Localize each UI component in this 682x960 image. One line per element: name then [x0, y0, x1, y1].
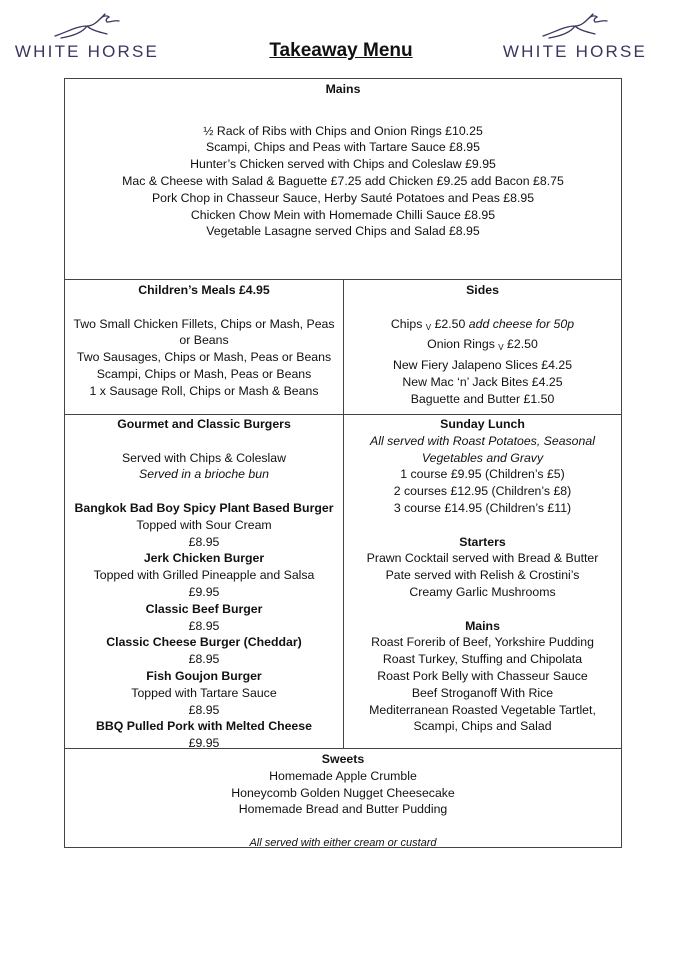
sweets-item: Honeycomb Golden Nugget Cheesecake [231, 785, 455, 800]
burgers-section [65, 415, 344, 749]
burger-name: Classic Cheese Burger (Cheddar) [106, 635, 302, 650]
childrens-item: Scampi, Chips or Mash, Peas or Beans [96, 366, 312, 381]
mains-section [65, 79, 621, 280]
childrens-item: Two Small Chicken Fillets, Chips or Mash, Peas or Beans [73, 316, 335, 348]
starter-item: Prawn Cocktail served with Bread & Butter [366, 551, 599, 566]
sides-heading: Sides [466, 283, 499, 297]
sides-item: Baguette and Butter £1.50 [410, 391, 555, 406]
mains-item: Mac & Cheese with Salad & Baguette £7.25 add Chicken £9.25 add Bacon £8.75 [122, 173, 564, 188]
childrens-heading: Children’s Meals £4.95 [138, 283, 270, 297]
sweets-section [65, 749, 621, 847]
sweets-heading: Sweets [321, 752, 365, 766]
burgers-bun: Served in a brioche bun [139, 467, 269, 482]
onion-rings-name: Onion Rings [427, 337, 495, 352]
sides-item: New Mac ‘n’ Jack Bites £4.25 [402, 374, 563, 389]
page-title: Takeaway Menu [269, 40, 413, 61]
burger-name: Fish Goujon Burger [146, 668, 262, 683]
sunday-course: 2 courses £12.95 (Children’s £8) [393, 484, 572, 499]
sides-item-chips [348, 316, 617, 337]
sunday-main-item: Mediterranean Roasted Vegetable Tartlet, [369, 702, 596, 717]
burger-price: £8.95 [188, 702, 220, 717]
mains-item: Vegetable Lasagne served Chips and Salad £8.95 [206, 224, 480, 239]
sunday-served: All served with Roast Potatoes, Seasonal [370, 433, 595, 448]
sweets-item: Homemade Apple Crumble [269, 768, 417, 783]
starter-item: Creamy Garlic Mushrooms [409, 584, 556, 599]
sunday-main-item: Roast Turkey, Stuffing and Chipolata [382, 652, 583, 667]
sunday-mains-heading: Mains [465, 618, 500, 633]
burger-name: Bangkok Bad Boy Spicy Plant Based Burger [74, 500, 334, 515]
sweets-item: Homemade Bread and Butter Pudding [238, 802, 448, 817]
mains-item: Hunter’s Chicken served with Chips and Coleslaw £9.95 [190, 157, 496, 172]
sunday-course: 3 course £14.95 (Children’s £11) [393, 500, 572, 515]
sweets-note: All served with either cream or custard [249, 836, 437, 849]
mains-item: Chicken Chow Mein with Homemade Chilli Sauce £8.95 [190, 207, 496, 222]
burger-desc: Topped with Grilled Pineapple and Salsa [93, 568, 315, 583]
mains-heading: Mains [325, 82, 361, 96]
sunday-lunch-section [344, 415, 621, 749]
chips-name: Chips [390, 316, 423, 331]
burger-desc: Topped with Tartare Sauce [131, 685, 277, 700]
horse-icon [47, 12, 127, 40]
starter-item: Pate served with Relish & Crostini’s [385, 568, 580, 583]
mains-item: Scampi, Chips and Peas with Tartare Sauce £8.95 [206, 140, 480, 155]
childrens-item: Two Sausages, Chips or Mash, Peas or Beans [76, 350, 332, 365]
mains-item: ½ Rack of Ribs with Chips and Onion Rings £10.25 [203, 123, 483, 138]
brand-name: WHITE HORSE [502, 42, 648, 61]
chips-extra: add cheese for 50p [468, 316, 575, 331]
burger-name: Jerk Chicken Burger [143, 551, 265, 566]
childrens-section [65, 280, 344, 415]
horse-icon [535, 12, 615, 40]
brand-name: WHITE HORSE [14, 42, 160, 61]
starters-heading: Starters [459, 534, 506, 549]
burger-price: £9.95 [188, 736, 220, 751]
burger-name: BBQ Pulled Pork with Melted Cheese [96, 719, 312, 734]
childrens-item: 1 x Sausage Roll, Chips or Mash & Beans [89, 383, 319, 398]
burger-price: £9.95 [188, 584, 220, 599]
chips-price: £2.50 [434, 316, 466, 331]
sunday-main-item: Scampi, Chips and Salad [413, 719, 552, 734]
sunday-main-item: Beef Stroganoff With Rice [411, 685, 554, 700]
sides-section [344, 280, 621, 415]
menu-frame [64, 78, 622, 848]
vegetarian-mark: V [425, 322, 432, 332]
burger-price: £8.95 [188, 652, 220, 667]
burger-name: Classic Beef Burger [145, 601, 263, 616]
mains-item: Pork Chop in Chasseur Sauce, Herby Sauté Potatoes and Peas £8.95 [151, 190, 535, 205]
burger-price: £8.95 [188, 534, 220, 549]
burgers-served: Served with Chips & Coleslaw [121, 450, 287, 465]
sunday-heading: Sunday Lunch [440, 417, 525, 431]
onion-rings-price: £2.50 [507, 337, 538, 352]
sides-item: New Fiery Jalapeno Slices £4.25 [392, 358, 573, 373]
sunday-course: 1 course £9.95 (Children’s £5) [400, 467, 565, 482]
vegetarian-mark: V [498, 343, 504, 353]
sunday-main-item: Roast Pork Belly with Chasseur Sauce [377, 668, 588, 683]
sunday-served: Vegetables and Gravy [421, 450, 544, 465]
sunday-main-item: Roast Forerib of Beef, Yorkshire Pudding [371, 635, 594, 650]
burger-price: £8.95 [188, 618, 220, 633]
burgers-heading: Gourmet and Classic Burgers [117, 417, 291, 431]
burger-desc: Topped with Sour Cream [136, 517, 272, 532]
sides-item-onion-rings [348, 336, 617, 357]
